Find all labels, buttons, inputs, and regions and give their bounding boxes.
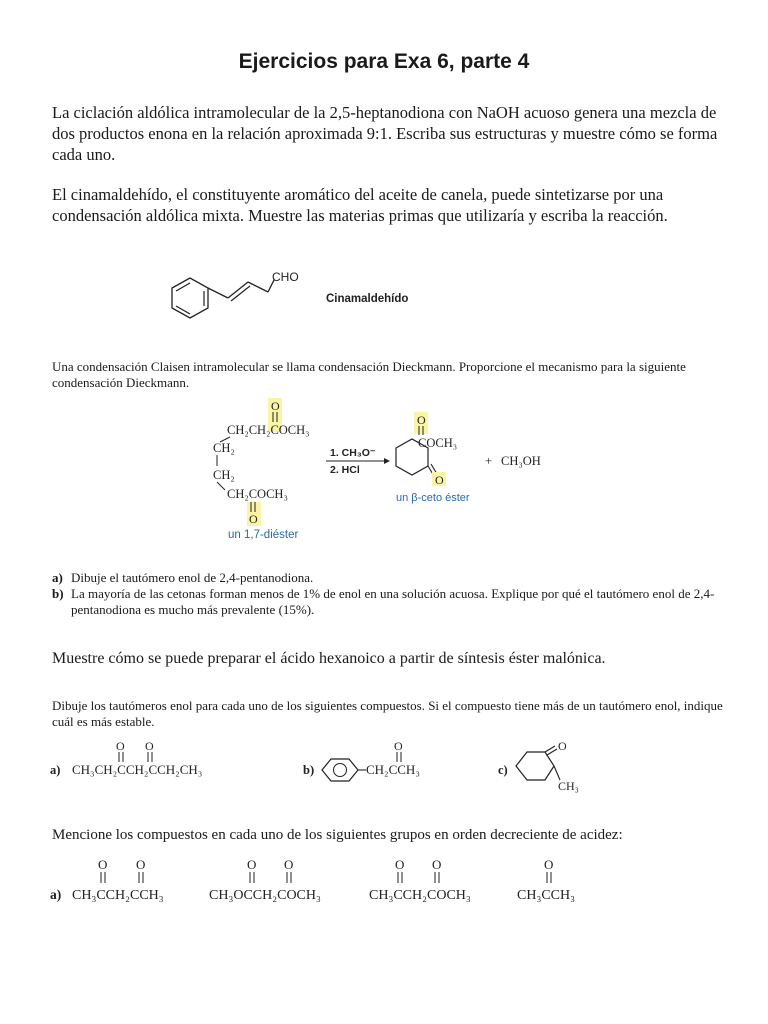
q6-c-label: c) [498, 763, 508, 777]
question-4a-text: Dibuje el tautómero enol de 2,4-pentanodiona. [71, 570, 314, 585]
q7-compound-2: CH₃OCCH₂COCH₃ [209, 888, 321, 903]
question-4b [52, 586, 742, 618]
q6-a-o2: O [145, 739, 154, 753]
q7-c2-o1: O [247, 857, 257, 872]
diester-label: un 1,7-diéster [228, 529, 299, 541]
question-3-text: Una condensación Claisen intramolecular se llama condensación Dieckmann. Proporcione el mecanismo para la siguiente condensación Dieckmann. [52, 359, 686, 390]
question-4 [52, 570, 742, 618]
question-6-structures [48, 738, 688, 798]
q6-b-label: b) [303, 763, 315, 777]
q7-c1-o1: O [98, 857, 108, 872]
q6-a-formula: CH₃CH₂CCH₂CCH₂CH₃ [72, 762, 203, 777]
q7-c4-o: O [544, 857, 554, 872]
product-ester-o: O [417, 413, 426, 427]
q6-a-label: a) [50, 763, 61, 777]
top-carbonyl-o: O [271, 399, 280, 413]
q7-c3-o1: O [395, 857, 405, 872]
product-ketone-o: O [435, 473, 444, 487]
plus-sign: + [485, 454, 493, 468]
ketoester-label: un β-ceto éster [396, 492, 470, 504]
q7-compound-4: CH₃CCH₃ [517, 888, 575, 903]
reagent-2: 2. HCl [330, 464, 360, 476]
reagent-1: 1. CH₃O⁻ [330, 447, 376, 459]
question-6-text: Dibuje los tautómeros enol para cada uno de los siguientes compuestos. Si el compuesto tiene más de un tautómero enol, indique cuál es más estable. [52, 698, 723, 729]
product-ester-group: COCH₃ [418, 436, 458, 450]
q7-c2-o2: O [284, 857, 294, 872]
cinnamaldehyde-name: Cinamaldehído [326, 293, 409, 305]
q7-compound-1: CH₃CCH₂CCH₃ [72, 888, 164, 903]
question-4a [52, 570, 742, 586]
page-title: Ejercicios para Exa 6, parte 4 [238, 50, 530, 73]
top-chain: CH₂CH₂COCH₃ [227, 423, 310, 437]
q7-compound-3: CH₃CCH₂COCH₃ [369, 888, 471, 903]
methanol: CH₃OH [501, 454, 541, 468]
question-5-text: Muestre cómo se puede preparar el ácido hexanoico a partir de síntesis éster malónica. [52, 650, 606, 667]
q6-b-o: O [394, 739, 403, 753]
q6-a-o1: O [116, 739, 125, 753]
q7-c3-o2: O [432, 857, 442, 872]
benzene-ring-icon [334, 764, 347, 777]
cho-label: CHO [272, 270, 299, 284]
question-2-text: El cinamaldehído, el constituyente aromático del aceite de canela, puede sintetizarse por una condensación aldólica mixta. Muestre las materias primas que utilizaría y escriba la reacción. [52, 185, 668, 225]
question-1-text: La ciclación aldólica intramolecular de la 2,5-heptanodiona con NaOH acuoso genera una mezcla de dos productos enona en la relación aproximada 9:1. Escriba sus estructuras y muestre cómo se forma cada uno. [52, 103, 718, 164]
dieckmann-scheme [200, 398, 620, 543]
ch2-lower: CH₂ [213, 468, 235, 482]
q7-c1-o2: O [136, 857, 146, 872]
ch2-upper: CH₂ [213, 441, 235, 455]
cinnamaldehyde-structure [160, 258, 460, 338]
question-4a-label: a) [52, 570, 63, 585]
question-7-structures [48, 853, 668, 909]
q6-b-formula: CH₂CCH₃ [366, 762, 420, 777]
q6-c-o: O [558, 739, 567, 753]
q6-c-ch3: CH₃ [558, 779, 579, 793]
bottom-carbonyl-o: O [249, 512, 258, 526]
q7-a-label: a) [50, 887, 62, 902]
question-7-text: Mencione los compuestos en cada uno de los siguientes grupos en orden decreciente de acidez: [52, 827, 623, 843]
bottom-chain: CH₂COCH₃ [227, 487, 288, 501]
question-4b-label: b) [52, 586, 64, 601]
question-4b-text: La mayoría de las cetonas forman menos de 1% de enol en una solución acuosa. Explique por qué el tautómero enol de 2,4-pentanodiona es mucho más prevalente (15%). [71, 586, 715, 617]
